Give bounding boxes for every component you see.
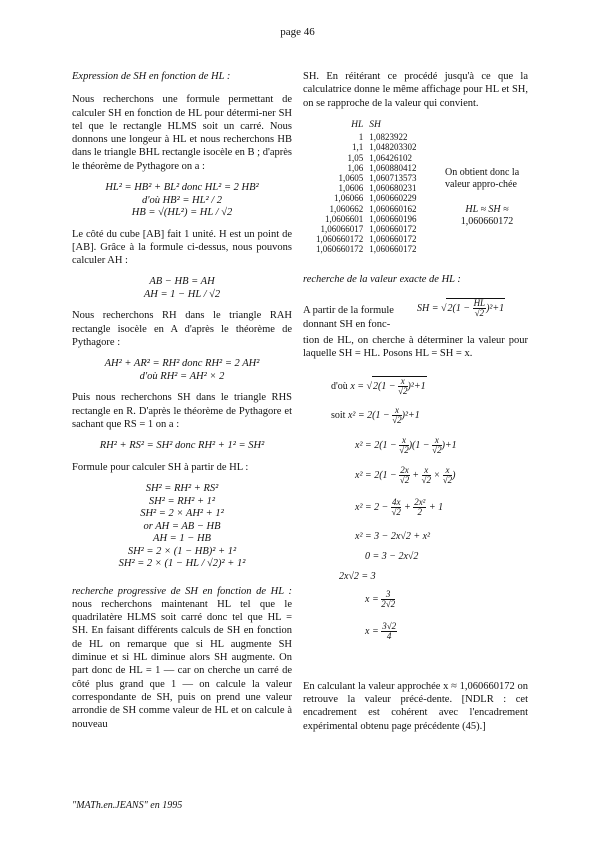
equation: d'où RH² = AH² × 2 (139, 370, 225, 382)
cell-sh: 1,060660162 (369, 203, 417, 214)
equation: SH² = 2 × AH² + 1² (140, 508, 224, 520)
equation: AH² + AR² = RH² donc RH² = 2 AH² (104, 358, 260, 370)
cell-sh: 1,048203302 (369, 142, 417, 153)
equation: d'où HB² = HL² / 2 (141, 194, 223, 206)
equation: HL² = HB² + BL² donc HL² = 2 HB² (105, 182, 259, 194)
equation: SH² = 2 × (1 − HB)² + 1² (127, 545, 237, 557)
cell-sh: 1,060660172 (369, 244, 417, 255)
column-header-hl: HL (351, 119, 364, 130)
cell-sh: 1,060660229 (369, 193, 417, 204)
cell-hl: 1,06066017 (320, 224, 364, 235)
cell-sh: 1,06426102 (369, 152, 412, 163)
paragraph: En calculant la valeur approchée x ≈ 1,060660172 on retrouve la valeur précé-dente. [NDLR : cet encadrement est cohérent avec l'encadrement expérimental obtenu page précédente (45).] (303, 680, 528, 732)
equation-block (72, 358, 292, 383)
cell-hl: 1,0605 (338, 173, 364, 183)
table-row (313, 153, 420, 163)
table-row (313, 234, 420, 244)
cell-hl: 1 (358, 132, 364, 143)
table-body (313, 132, 420, 254)
x2-label: x² = (355, 439, 372, 451)
note-value: 1,060660172 (460, 216, 514, 228)
right-column (303, 70, 528, 742)
section-heading: Expression de SH en fonction de HL : (72, 71, 231, 82)
table-row (313, 224, 420, 234)
cell-hl: 1,0606601 (325, 213, 364, 224)
intro-text: A partir de la formule (303, 305, 394, 317)
table-row (313, 214, 420, 224)
cell-sh: 1,060660172 (369, 234, 417, 245)
step-3: x² = 2(1 − $\frac{x}{√2}$ )(1 − $\frac{x}{√2}$ )+1 (355, 434, 457, 455)
footer: "MATh.en.JEANS" en 1995 (72, 800, 183, 811)
cell-sh: 1,060660196 (369, 213, 417, 224)
cell-hl: 1,060660172 (316, 244, 364, 255)
table-row (313, 244, 420, 254)
table-row (313, 163, 420, 173)
sqrt-radicand: 2(1 − $\frac{x}{√2}$ )²+1 (373, 375, 426, 396)
left-column (72, 70, 292, 740)
table-row (313, 142, 420, 152)
equation: HB = √(HL²) = HL / √2 (131, 207, 233, 219)
formula-intro (303, 298, 528, 348)
intro-text-2: donnant SH en fonc- (303, 319, 391, 331)
table-row (313, 204, 420, 214)
paragraph: SH. En réitérant ce procédé jusqu'à ce que la calculatrice donne le même affichage pour HL et SH, on se rapproche de la valeur qui convient. (303, 71, 528, 109)
equation-block (72, 440, 292, 453)
cell-hl: 1,060660172 (316, 234, 364, 245)
x2-label: x² = (355, 469, 372, 481)
page-number: page 46 (280, 26, 315, 38)
paragraph: Puis nous recherchons SH dans le triangle RHS rectangle en R. D'après le théorème de Pythagore et sachant que RS = 1 on a : (72, 392, 292, 430)
step-5: x² = 2 − $\frac{4x}{√2}$ + $\frac{\text{2x²}}{2}$ + 1 (355, 496, 444, 517)
cell-sh: 1,0823922 (369, 132, 408, 143)
approx-note (445, 167, 529, 229)
step-1: d'où x = √2(1 − $\frac{x}{√2}$ )²+1 (331, 375, 426, 396)
sh-label: SH = (417, 302, 439, 314)
cell-hl: 1,060662 (329, 203, 364, 214)
equation: AH = 1 − HB (153, 533, 211, 545)
table-row (313, 183, 420, 193)
paragraph: tion de HL, on cherche à déterminer la valeur pour laquelle SH = HL. Posons HL = SH = x. (303, 335, 528, 360)
paragraph: Le côté du cube [AB] fait 1 unité. H est un point de [AB]. Grâce à la formule ci-dessus, nous pouvons calculer AH : (72, 228, 292, 267)
paragraph (72, 585, 292, 731)
equation: SH² = 2 × (1 − HL / √2)² + 1² (118, 558, 246, 570)
soit-label: soit (331, 409, 346, 421)
table-row (313, 173, 420, 183)
sh-formula: SH = √2(1 − $\frac{HL}{√2}$ )²+1 (417, 298, 505, 319)
dou-label: d'où (331, 380, 348, 392)
equation-block (72, 483, 292, 571)
iteration-table-area (303, 119, 528, 261)
equation: RH² + RS² = SH² donc RH² + 1² = SH² (99, 440, 265, 452)
equation: or AH = AB − HB (143, 520, 221, 532)
step-9: x = $\frac{3}{2√2}$ (365, 588, 396, 609)
paragraph: Nous recherchons RH dans le triangle RAH rectangle isocèle en A d'après le théorème de Pythagore : (72, 310, 292, 349)
cell-hl: 1,0606 (338, 183, 364, 194)
cell-sh: 1,060680231 (369, 183, 417, 194)
paragraph: Formule pour calculer SH à partir de HL : (72, 461, 249, 473)
x-label: x = (365, 625, 379, 637)
cell-sh: 1,060713573 (369, 173, 417, 183)
section-heading: recherche de la valeur exacte de HL : (303, 273, 461, 285)
iteration-table (313, 119, 420, 255)
note-text: On obtient donc la valeur appro-chée (445, 166, 520, 191)
step-6: x² = 3 − 2x√2 + x² (355, 530, 431, 542)
subsection-heading: recherche progressive de SH en fonction de HL : (72, 585, 292, 597)
step-7: 0 = 3 − 2x√2 (365, 550, 419, 562)
x-label: x = (365, 593, 379, 605)
derivation (303, 370, 528, 660)
equation-block (72, 276, 292, 301)
equation-block (72, 182, 292, 220)
equation: SH² = RH² + RS² (145, 483, 219, 495)
table-row (313, 132, 420, 142)
equation: SH² = RH² + 1² (148, 495, 216, 507)
sqrt-radicand: 2(1 − $\frac{HL}{√2}$ )²+1 (447, 298, 505, 319)
table-row (313, 193, 420, 203)
step-10: x = $\frac{3√2}{4}$ (365, 620, 397, 641)
step-2: soit x² = 2(1 − $\frac{x}{√2}$ )²+1 (331, 404, 420, 425)
column-header-sh: SH (369, 119, 381, 130)
paragraph: Nous recherchons une formule permettant de calculer SH en fonction de HL pour détermi-ner SH tel que le rectangle HLMS soit un carré. Nous donnons une longeur à HL et nous recherchons HB dans le triangle BHL rectangle isocèle en B ; d'après le théorème de Pythagore on a : (72, 94, 292, 172)
paragraph-text: nous recherchons maintenant HL tel que le quadrilatère HLMS soit carré donc tel que HL = SH. En faisant différents calculs de SH en fonction de HL on remarque que si HL augmente SH diminue et si HL diminue alors SH augmente. On part donc de HL = 1 — car on cherche un carré de côté plus grand que 1 — on calcule la valeur correspondante de SH, puis on prend une valeur arrondie de SH comme valeur de HL et on calcule à nouveau (72, 598, 292, 730)
cell-hl: 1,05 (347, 152, 364, 163)
step-8: 2x√2 = 3 (339, 570, 376, 582)
cell-hl: 1,1 (352, 142, 364, 153)
cell-hl: 1,06066 (334, 193, 364, 204)
cell-sh: 1,060880412 (369, 162, 417, 173)
equation: AB − HB = AH (149, 276, 215, 288)
cell-hl: 1,06 (347, 162, 364, 173)
equation: AH = 1 − HL / √2 (143, 288, 221, 300)
cell-sh: 1,060660172 (369, 224, 417, 235)
step-4: x² = 2(1 − $\frac{2x}{√2}$ + $\frac{x}{√2}$ × $\frac{x}{√2}$ ) (355, 464, 456, 485)
note-approx: HL ≈ SH ≈ (465, 203, 509, 215)
l5-label: x² = 2 − (355, 501, 389, 513)
